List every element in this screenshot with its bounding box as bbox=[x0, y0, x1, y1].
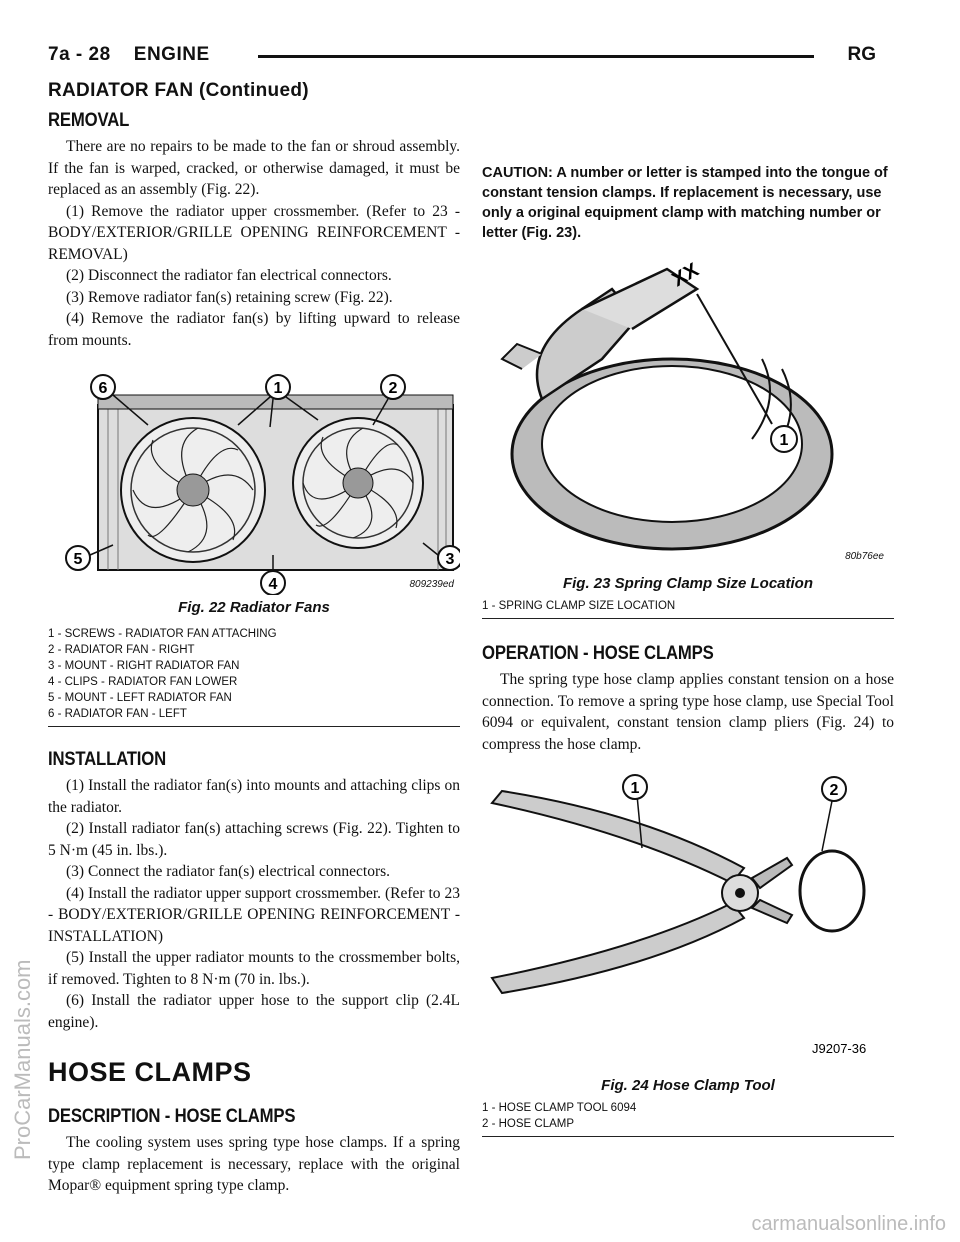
installation-step: (5) Install the upper radiator mounts to the crossmember bolts, if removed. Tighten to 8 N·m (70 in. lbs.). bbox=[48, 949, 460, 988]
description-text: The cooling system uses spring type hose clamps. If a spring type clamp replacement is necessary, replace with the original Mopar® equipment spring type clamp. bbox=[48, 1134, 460, 1194]
installation-step: (2) Install radiator fan(s) attaching screws (Fig. 22). Tighten to 5 N·m (45 in. lbs.). bbox=[48, 820, 460, 859]
corner-watermark: carmanualsonline.info bbox=[751, 1213, 946, 1235]
callout-4-label: 4 bbox=[268, 576, 278, 593]
fig24-title: Fig. 24 Hose Clamp Tool bbox=[601, 1077, 775, 1094]
legend-item: 1 - SPRING CLAMP SIZE LOCATION bbox=[482, 600, 676, 612]
callout-5-label: 5 bbox=[73, 551, 83, 568]
installation-heading: INSTALLATION bbox=[48, 749, 167, 770]
fig24-figure bbox=[482, 773, 894, 1137]
removal-step: (4) Remove the radiator fan(s) by lifting upward to release from mounts. bbox=[48, 310, 460, 349]
fig22-legend bbox=[48, 626, 460, 726]
continued-title: RADIATOR FAN (Continued) bbox=[48, 80, 309, 101]
right-column bbox=[482, 110, 894, 1137]
removal-heading: REMOVAL bbox=[48, 110, 130, 131]
callout-3-label: 3 bbox=[445, 551, 455, 568]
fig23-figure bbox=[482, 249, 894, 619]
spring-clamp-illustration bbox=[482, 249, 894, 571]
radiator-fans-illustration bbox=[48, 365, 460, 595]
removal-step: (2) Disconnect the radiator fan electrical connectors. bbox=[66, 267, 392, 284]
callout-6-label: 6 bbox=[98, 380, 108, 397]
side-watermark: ProCarManuals.com bbox=[10, 959, 35, 1160]
callout-1-label: 1 bbox=[630, 780, 640, 797]
fig23-legend bbox=[482, 598, 894, 618]
operation-text: The spring type hose clamp applies constant tension on a hose connection. To remove a spring type hose clamp, use Special Tool 6094 or equivalent, constant tension clamp pliers (Fig. 24) to compress the hose clamp. bbox=[482, 671, 894, 753]
fig24-code: J9207-36 bbox=[812, 1041, 867, 1056]
legend-item: 1 - HOSE CLAMP TOOL 6094 bbox=[482, 1102, 637, 1114]
fig23-title: Fig. 23 Spring Clamp Size Location bbox=[562, 575, 814, 592]
operation-heading: OPERATION - HOSE CLAMPS bbox=[482, 643, 714, 664]
callout-1-label: 1 bbox=[779, 432, 789, 449]
legend-item: 2 - RADIATOR FAN - RIGHT bbox=[48, 644, 195, 656]
legend-item: 3 - MOUNT - RIGHT RADIATOR FAN bbox=[48, 660, 240, 672]
legend-item: 1 - SCREWS - RADIATOR FAN ATTACHING bbox=[48, 628, 277, 640]
fig23-code: 80b76ee bbox=[845, 551, 884, 562]
page-number: 7a - 28 ENGINE bbox=[48, 44, 210, 65]
installation-step: (6) Install the radiator upper hose to the support clip (2.4L engine). bbox=[48, 992, 460, 1031]
left-column bbox=[48, 110, 460, 1197]
installation-step: (3) Connect the radiator fan(s) electrical connectors. bbox=[66, 863, 391, 880]
removal-intro: There are no repairs to be made to the fan or shroud assembly. If the fan is warped, cracked, or otherwise damaged, it must be replaced as an assembly (Fig. 22). bbox=[48, 138, 460, 198]
fig22-title: Fig. 22 Radiator Fans bbox=[178, 599, 330, 616]
section-name: ENGINE bbox=[133, 44, 210, 65]
model-code: RG bbox=[847, 44, 876, 65]
legend-item: 6 - RADIATOR FAN - LEFT bbox=[48, 708, 187, 720]
legend-item: 2 - HOSE CLAMP bbox=[482, 1118, 575, 1130]
description-heading: DESCRIPTION - HOSE CLAMPS bbox=[48, 1106, 296, 1127]
removal-step: (1) Remove the radiator upper crossmember. (Refer to 23 - BODY/EXTERIOR/GRILLE OPENING REINFORCEMENT - REMOVAL) bbox=[48, 202, 460, 263]
legend-item: 4 - CLIPS - RADIATOR FAN LOWER bbox=[48, 676, 238, 688]
removal-step: (3) Remove radiator fan(s) retaining screw (Fig. 22). bbox=[66, 288, 393, 306]
hose-clamps-heading: HOSE CLAMPS bbox=[48, 1057, 252, 1087]
callout-2-label: 2 bbox=[388, 380, 398, 397]
clamp-stamp-mark: XX bbox=[668, 258, 703, 292]
header-rule bbox=[258, 55, 814, 58]
page-header bbox=[48, 40, 876, 70]
callout-1-label: 1 bbox=[273, 380, 283, 397]
legend-item: 5 - MOUNT - LEFT RADIATOR FAN bbox=[48, 692, 232, 704]
callout-2-label: 2 bbox=[829, 782, 839, 799]
installation-step: (1) Install the radiator fan(s) into mounts and attaching clips on the radiator. bbox=[48, 777, 460, 816]
installation-step: (4) Install the radiator upper support crossmember. (Refer to 23 - BODY/EXTERIOR/GRILLE OPENING REINFORCEMENT - INSTALLATION) bbox=[48, 884, 460, 945]
fig22-figure bbox=[48, 365, 460, 727]
spacer-continued-text bbox=[482, 110, 894, 153]
caution-note: CAUTION: A number or letter is stamped into the tongue of constant tension clamps. If replacement is necessary, use only a original equipment clamp with matching number or letter (Fig. 23). bbox=[482, 165, 888, 241]
fig22-code: 809239ed bbox=[409, 579, 454, 590]
hose-clamp-tool-illustration bbox=[482, 773, 894, 1073]
fig24-legend bbox=[482, 1100, 894, 1136]
